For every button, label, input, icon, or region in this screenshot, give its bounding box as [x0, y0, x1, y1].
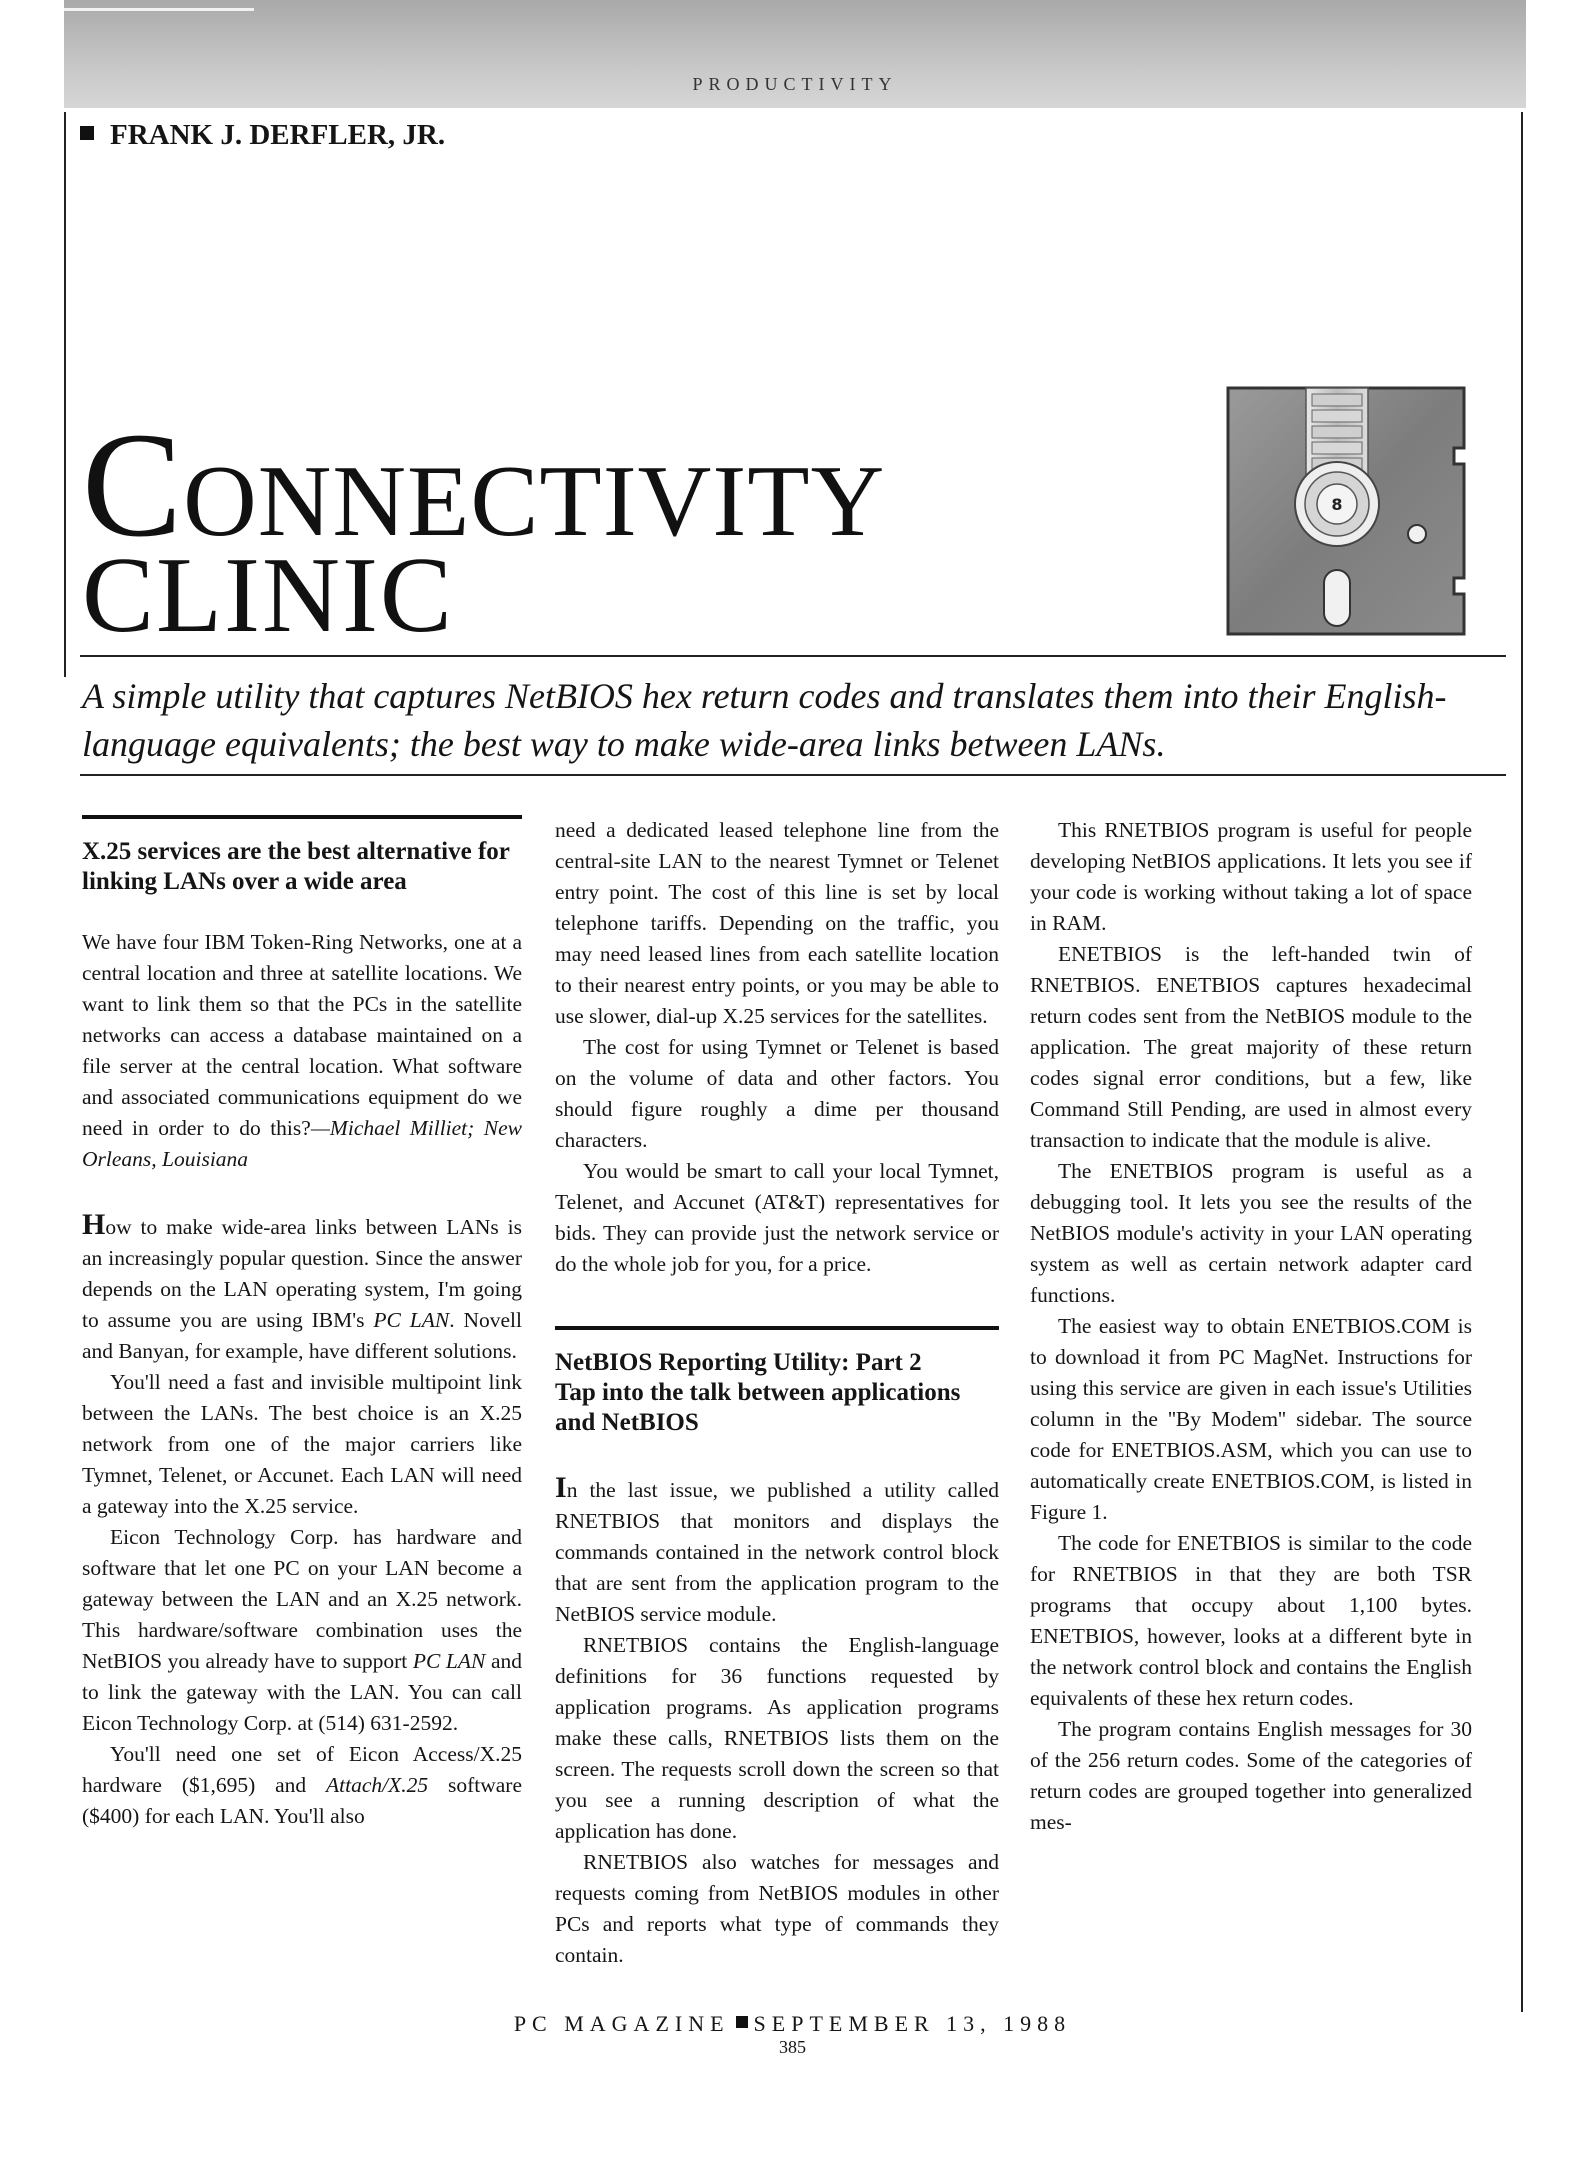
paragraph: ENETBIOS is the left-handed twin of RNETBIOS. ENETBIOS captures hexadecimal return codes sent from the NetBIOS module to the application. The great majority of these return codes signal error conditions, but a few, like Command Still Pending, are used in almost every transaction to indicate that the module is alive.	[1030, 942, 1472, 1152]
footer-magazine: PC MAGAZINE	[513, 2011, 730, 2036]
page-number: 385	[779, 2037, 806, 2057]
paragraph: The cost for using Tymnet or Telenet is based on the volume of data and other factors. You should figure roughly a dime per thousand characters.	[555, 1035, 999, 1152]
left-border-rule	[64, 112, 66, 677]
band-tick-mark	[64, 8, 254, 11]
title-rest: ONNECTIVITY	[183, 445, 886, 558]
section-2-heading: NetBIOS Reporting Utility: Part 2 Tap into the talk between applications and NetBIOS	[555, 1326, 999, 1438]
deck-subtitle: A simple utility that captures NetBIOS hex return codes and translates them into their English-language equivalents; the best way to make wide-area links between LANs.	[82, 676, 1447, 764]
paragraph: You'll need a fast and invisible multipoint link between the LANs. The best choice is an X.25 network from one of the major carriers like Tymnet, Telenet, or Accunet. Each LAN will need a gateway into the X.25 service.	[82, 1370, 522, 1518]
drop-cap-i: I	[555, 1471, 567, 1504]
page-footer	[0, 2011, 1585, 2037]
paragraph: The program contains English messages for 30 of the 256 return codes. Some of the categories of return codes are grouped together into generalized mes-	[1030, 1717, 1472, 1834]
footer-bullet-icon	[736, 2016, 748, 2028]
floppy-disk-icon	[1224, 384, 1468, 638]
answer-body: How to make wide-area links between LANs is an increasingly popular question. Since the answer depends on the LAN operating system, I'm going to assume you are using IBM's PC LAN. Novell and Banyan, for example, have different solutions. You'll need a fast and invisible multipoint link between the LANs. The best choice is an X.25 network from one of the major carriers like Tymnet, Telenet, or Accunet. Each LAN will need a gateway into the X.25 service. Eicon Technology Corp. has hardware and software that let one PC on your LAN become a gateway between the LAN and an X.25 network. This hardware/software combination uses the NetBIOS you already have to support PC LAN and to link the gateway with the LAN. You can call Eicon Technology Corp. at (514) 631-2592. You'll need one set of Eicon Access/X.25 hardware ($1,695) and Attach/X.25 software ($400) for each LAN. You'll also	[82, 1209, 522, 1832]
question-text: We have four IBM Token-Ring Networks, one at a central location and three at satellite locations. We want to link them so that the PCs in the satellite networks can access a database maintained on a file server at the central location. What software and associated communications equipment do we need in order to do this?	[82, 930, 522, 1140]
paragraph: The code for ENETBIOS is similar to the code for RNETBIOS in that they are both TSR programs that occupy about 1,100 bytes. ENETBIOS, however, looks at a different byte in the network control block and contains the English equivalents of these hex return codes.	[1030, 1531, 1472, 1710]
right-border-rule	[1521, 112, 1523, 2012]
top-gray-band	[64, 0, 1526, 108]
paragraph: You'll need one set of Eicon Access/X.25 hardware ($1,695) and Attach/X.25 software ($400) for each LAN. You'll also	[82, 1742, 522, 1828]
byline	[80, 119, 445, 152]
column-1	[82, 815, 522, 1832]
deck-top-rule	[80, 655, 1506, 657]
column-3	[1030, 815, 1472, 1838]
title-initial: C	[82, 402, 184, 568]
paragraph: This RNETBIOS program is useful for people developing NetBIOS applications. It lets you see if your code is working without taking a lot of space in RAM.	[1030, 818, 1472, 935]
paragraph: RNETBIOS contains the English-language definitions for 36 functions requested by application programs. As application programs make these calls, RNETBIOS lists them on the screen. The requests scroll down the screen so that you see a running description of what the application has done.	[555, 1633, 999, 1843]
paragraph: You would be smart to call your local Tymnet, Telenet, and Accunet (AT&T) representatives for bids. They can provide just the network service or do the whole job for you, for a price.	[555, 1159, 999, 1276]
drop-cap-h: H	[82, 1208, 106, 1241]
column-2	[555, 815, 999, 1971]
title-line-2: CLINIC	[82, 536, 454, 655]
deck-bottom-rule	[80, 774, 1506, 776]
paragraph: need a dedicated leased telephone line from the central-site LAN to the nearest Tymnet or Telenet entry point. The cost of this line is set by local telephone tariffs. Depending on the traffic, you may need leased lines from each satellite location to their nearest entry points, or you may be able to use slower, dial-up X.25 services for the satellites.	[555, 818, 999, 1028]
reader-question	[82, 927, 522, 1175]
section-1-heading: X.25 services are the best alternative for linking LANs over a wide area	[82, 815, 522, 897]
paragraph: RNETBIOS also watches for messages and requests coming from NetBIOS modules in other PCs and reports what type of commands they contain.	[555, 1850, 999, 1967]
section-label: PRODUCTIVITY	[692, 74, 898, 94]
paragraph: In the last issue, we published a utility called RNETBIOS that monitors and displays the commands contained in the network control block that are sent from the application program to the NetBIOS service module.	[555, 1471, 999, 1626]
paragraph: The ENETBIOS program is useful as a debugging tool. It lets you see the results of the NetBIOS module's activity in your LAN operating system as well as certain network adapter card functions.	[1030, 1159, 1472, 1307]
paragraph: Eicon Technology Corp. has hardware and software that let one PC on your LAN become a gateway between the LAN and an X.25 network. This hardware/software combination uses the NetBIOS you already have to support PC LAN and to link the gateway with the LAN. You can call Eicon Technology Corp. at (514) 631-2592.	[82, 1525, 523, 1735]
square-bullet-icon	[80, 126, 94, 140]
paragraph: The easiest way to obtain ENETBIOS.COM is to download it from PC MagNet. Instructions for using this service are given in each issue's Utilities column in the ''By Modem'' sidebar. The source code for ENETBIOS.ASM, which you can use to automatically create ENETBIOS.COM, is listed in Figure 1.	[1030, 1314, 1472, 1524]
page-title	[82, 402, 886, 655]
byline-author: FRANK J. DERFLER, JR.	[110, 119, 446, 151]
question-signature: —Michael Milliet; New Orleans, Louisiana	[82, 1116, 522, 1171]
disk-hub-number: 8	[1331, 495, 1343, 514]
footer-date: SEPTEMBER 13, 1988	[753, 2011, 1072, 2036]
